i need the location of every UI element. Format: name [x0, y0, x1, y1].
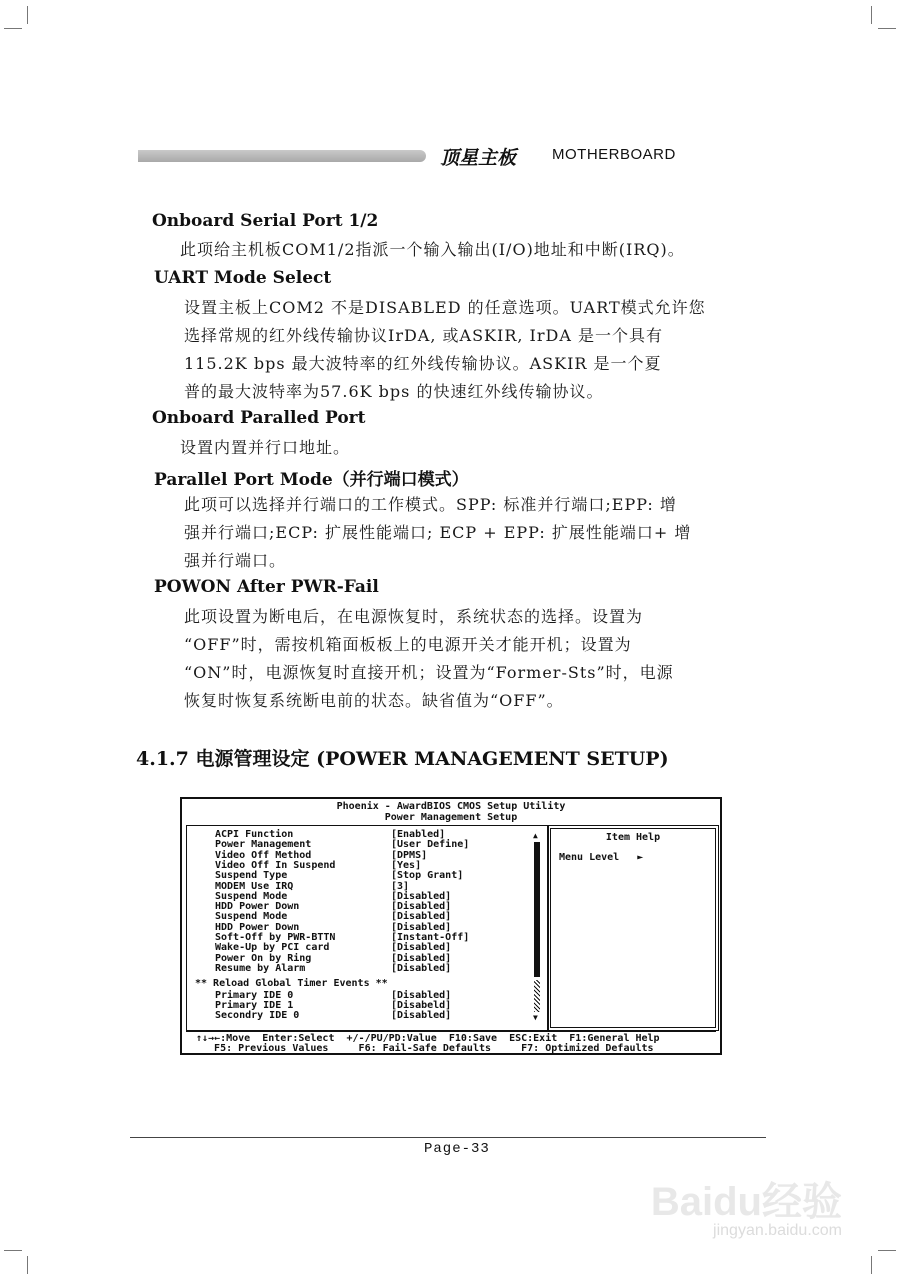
bios-item-value[interactable]: [Disabled] — [391, 942, 452, 954]
bios-title — [182, 801, 720, 823]
bios-item-value[interactable]: [Stop Grant] — [391, 870, 464, 882]
bios-item-value[interactable]: [Disabled] — [391, 962, 452, 974]
crop-mark — [27, 1256, 28, 1274]
bios-subheading: ** Reload Global Timer Events ** — [195, 978, 388, 990]
bios-item-value[interactable]: [Disabeld] — [391, 999, 452, 1011]
bios-item-name[interactable]: MODEM Use IRQ — [215, 880, 294, 892]
heading-uart-mode: UART Mode Select — [154, 268, 332, 288]
text-line: 恢复时恢复系统断电前的状态。缺省值为“OFF”。 — [184, 691, 564, 710]
bios-item-value[interactable]: [Disabled] — [391, 952, 452, 964]
crop-mark — [4, 28, 22, 29]
crop-mark — [27, 6, 28, 24]
bios-item-name[interactable]: Video Off Method — [215, 849, 312, 861]
crop-mark — [878, 1250, 896, 1251]
scroll-up-icon[interactable]: ▲ — [533, 831, 538, 840]
crop-mark — [871, 1256, 872, 1274]
paragraph-parallel-port-mode — [184, 491, 691, 575]
bios-item-value[interactable]: [Disabled] — [391, 890, 452, 902]
paragraph-serial-port — [180, 236, 685, 264]
paragraph-paralled-port — [180, 434, 350, 462]
bios-item-name[interactable]: Soft-Off by PWR-BTTN — [215, 932, 336, 943]
text-line: 选择常规的红外线传输协议IrDA, 或ASKIR, IrDA 是一个具有 — [184, 326, 663, 345]
text-line: 此项可以选择并行端口的工作模式。SPP: 标准并行端口;EPP: 增 — [184, 495, 677, 514]
bios-key-legend — [186, 1031, 716, 1054]
bios-item-value[interactable]: [Disabled] — [391, 911, 452, 923]
bios-item-name[interactable]: Wake-Up by PCI card — [215, 942, 330, 954]
brand-name-cn: 顶星主板 — [440, 147, 517, 169]
heading-paralled-port: Onboard Paralled Port — [152, 408, 366, 428]
item-help-title: Item Help — [605, 832, 661, 843]
bios-item-value[interactable]: [DPMS] — [391, 849, 428, 861]
bios-item-name[interactable]: HDD Power Down — [215, 921, 300, 933]
bios-item-value[interactable]: [Yes] — [391, 859, 422, 871]
heading-serial-port: Onboard Serial Port 1/2 — [152, 211, 379, 231]
crop-mark — [871, 6, 872, 24]
text-line: 强并行端口;ECP: 扩展性能端口; ECP + EPP: 扩展性能端口+ 增 — [184, 523, 692, 542]
bios-subtitle-line: Power Management Setup — [384, 812, 518, 823]
heading-powon: POWON After PWR-Fail — [154, 577, 379, 597]
watermark-url: jingyan.baidu.com — [713, 1222, 842, 1239]
paragraph-powon — [184, 603, 674, 715]
text-line: 115.2K bps 最大波特率的红外线传输协议。ASKIR 是一个夏 — [184, 354, 662, 373]
bios-item-name[interactable]: Video Off In Suspend — [215, 859, 336, 871]
item-help-panel — [547, 825, 719, 1031]
key-legend-line-1: ↑↓→←:Move Enter:Select +/-/PU/PD:Value F10:Save ESC:Exit F1:General Help — [196, 1033, 660, 1044]
bios-item-name[interactable]: Suspend Mode — [215, 890, 288, 902]
footer-rule — [130, 1137, 766, 1138]
bios-item-name[interactable]: Resume by Alarm — [215, 962, 306, 974]
text-line: “ON”时，电源恢复时直接开机；设置为“Former-Sts”时，电源 — [184, 663, 674, 682]
text-line: “OFF”时，需按机箱面板板上的电源开关才能开机；设置为 — [184, 635, 632, 654]
bios-item-value[interactable]: [Disabled] — [391, 1010, 452, 1022]
bios-item-value[interactable]: [Instant-Off] — [391, 932, 470, 943]
bios-item-name[interactable]: Power On by Ring — [215, 952, 312, 964]
text-line: 设置主板上COM2 不是DISABLED 的任意选项。UART模式允许您 — [184, 298, 706, 317]
scrollbar-thumb[interactable] — [534, 842, 540, 977]
text-line: 设置内置并行口地址。 — [180, 438, 351, 457]
arrow-right-icon: ► — [637, 852, 644, 863]
crop-mark — [4, 1250, 22, 1251]
bios-item-value[interactable]: [Disabled] — [391, 921, 452, 933]
brand-name-en: MOTHERBOARD — [552, 146, 676, 163]
scrollbar[interactable] — [533, 832, 541, 1022]
menu-level-label: Menu Level — [559, 852, 620, 863]
bios-item-name[interactable]: Suspend Mode — [215, 911, 288, 923]
bios-item-name[interactable]: Secondry IDE 0 — [215, 1010, 300, 1022]
bios-item-value[interactable]: [Disabled] — [391, 901, 452, 913]
bios-item-name[interactable]: Suspend Type — [215, 870, 288, 882]
bios-item-name[interactable]: HDD Power Down — [215, 901, 300, 913]
bios-item-name[interactable]: Primary IDE 0 — [215, 989, 294, 1001]
section-title: 4.1.7 电源管理设定 (POWER MANAGEMENT SETUP) — [136, 748, 669, 770]
crop-mark — [878, 28, 896, 29]
bios-title-line: Phoenix - AwardBIOS CMOS Setup Utility — [336, 801, 566, 812]
bios-item-name[interactable]: ACPI Function — [215, 829, 294, 840]
bios-item-value[interactable]: [3] — [391, 880, 410, 892]
bios-item-value[interactable]: [Enabled] — [391, 829, 446, 840]
text-line: 普的最大波特率为57.6K bps 的快速红外线传输协议。 — [184, 382, 604, 401]
key-legend-line-2: F5: Previous Values F6: Fail-Safe Defaults F7: Optimized Defaults — [196, 1043, 654, 1054]
text-line: 此项给主机板COM1/2指派一个输入输出(I/O)地址和中断(IRQ)。 — [180, 240, 685, 259]
scrollbar-track-hatch — [534, 980, 540, 1012]
watermark-logo: Baidu经验 — [650, 1180, 842, 1224]
scroll-down-icon[interactable]: ▼ — [533, 1013, 538, 1022]
header-bar — [138, 150, 426, 162]
bios-item-value[interactable]: [Disabled] — [391, 989, 452, 1001]
bios-item-name[interactable]: Power Management — [215, 839, 312, 851]
page-number: Page-33 — [424, 1141, 490, 1157]
bios-settings-panel — [186, 825, 549, 1031]
bios-item-name[interactable]: Primary IDE 1 — [215, 999, 294, 1011]
text-line: 强并行端口。 — [184, 551, 287, 570]
item-help-frame — [550, 828, 716, 1028]
bios-screenshot — [180, 797, 722, 1055]
heading-parallel-port-mode: Parallel Port Mode（并行端口模式） — [154, 470, 469, 490]
paragraph-uart-mode — [184, 294, 706, 406]
menu-level — [559, 852, 643, 863]
text-line: 此项设置为断电后，在电源恢复时，系统状态的选择。设置为 — [184, 607, 644, 626]
bios-item-value[interactable]: [User Define] — [391, 839, 470, 851]
